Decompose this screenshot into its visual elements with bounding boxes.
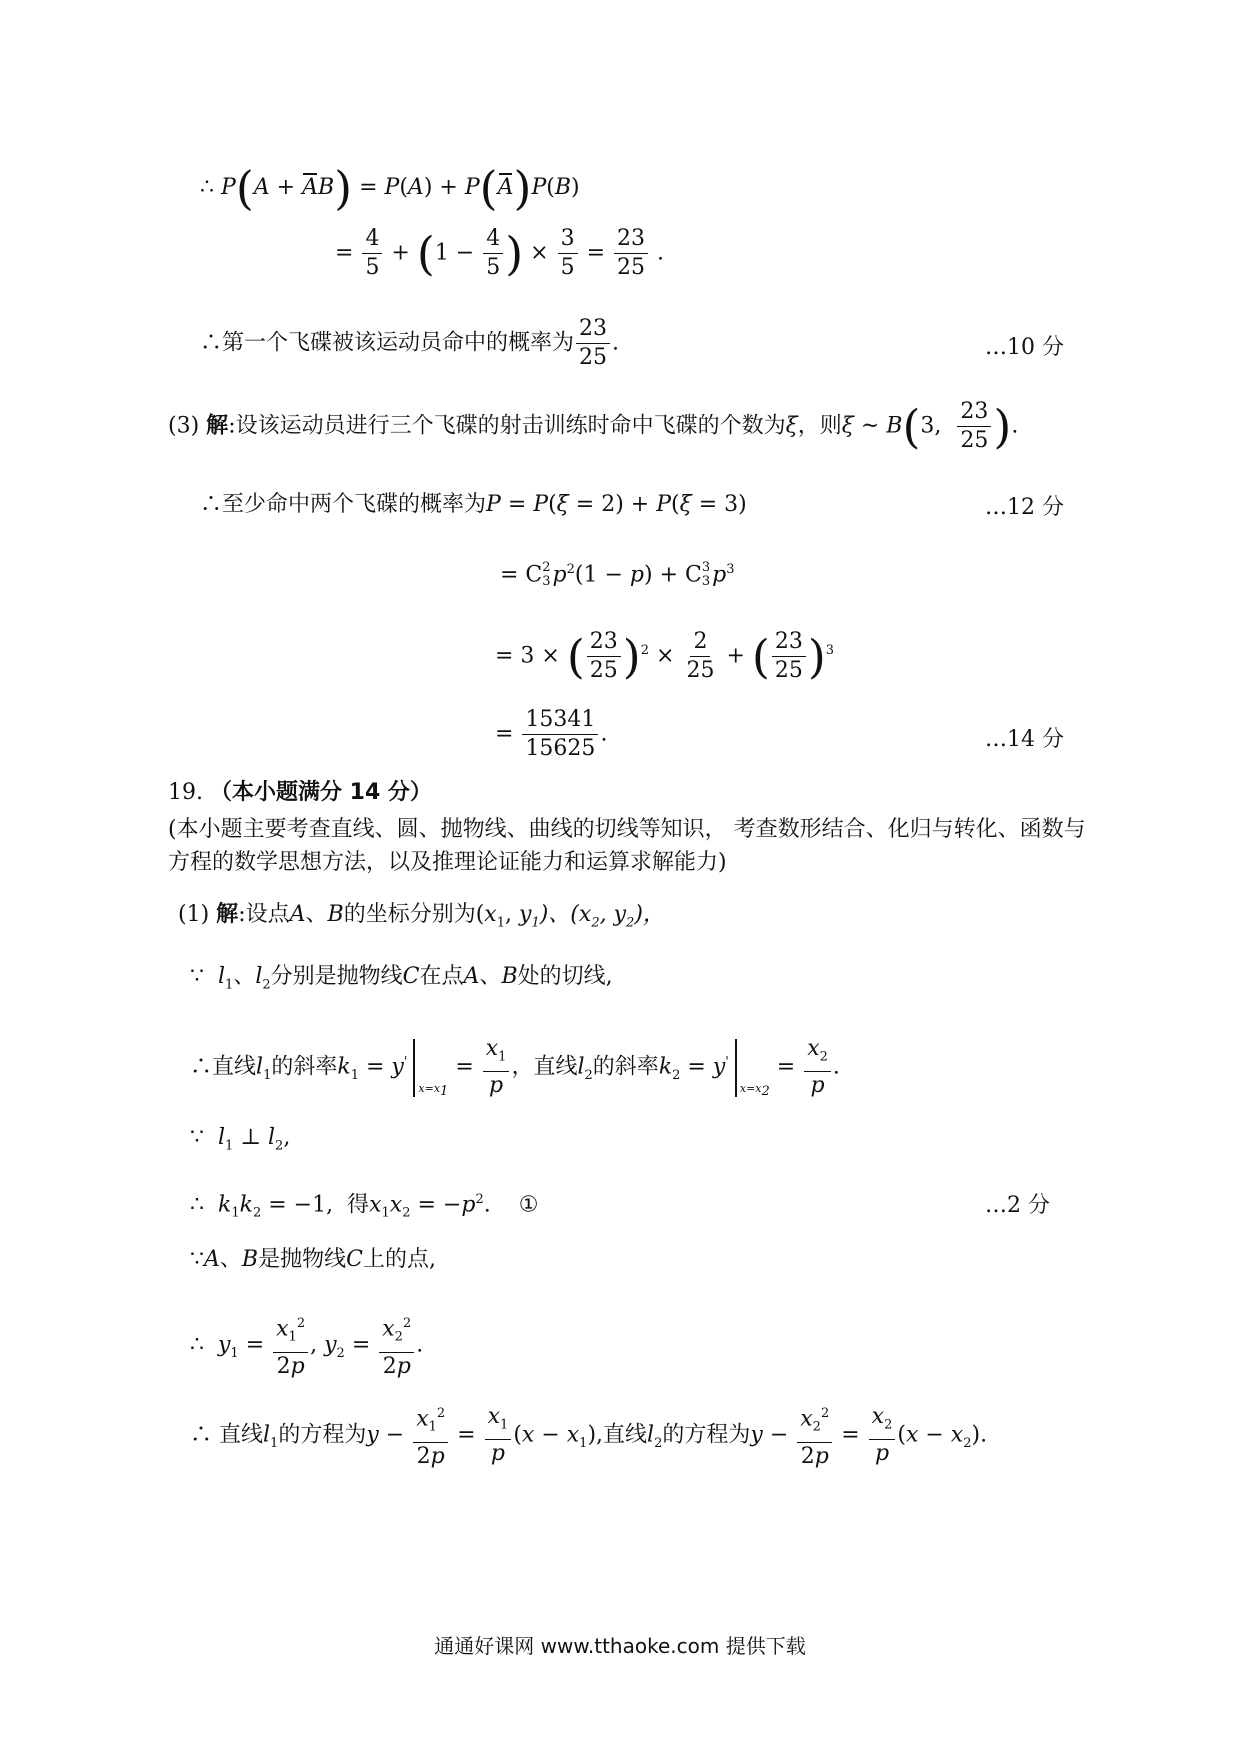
- formula-line-6: = C 2 3 $p^2(1 - p) + C$ 3 3 $p^3$: [500, 560, 735, 590]
- question-19-desc-2: 方程的数学思想方法，以及推理论证能力和运算求解能力): [168, 850, 727, 875]
- conclusion-line: ∴第一个飞碟被该运动员命中的概率为 $\frac{23}{25}$ .: [200, 316, 620, 370]
- formula-line-1: ∴ P(A + AB) = P(A) + P(A)P(B): [200, 161, 580, 215]
- score-mark: …10 分: [985, 335, 1064, 360]
- question-19-desc-1: (本小题主要考查直线、圆、抛物线、曲线的切线等知识， 考查数形结合、化归与转化、函数与: [168, 817, 1086, 842]
- page-footer: 通通好课网 www.tthaoke.com 提供下载: [434, 1634, 806, 1658]
- slope-line: ∴直线$l_1$的斜率$k_1 = y'_{x=x_1}$ = $\frac{x_1}{p}$ ，直线$l_2$的斜率$k_2 = y'_{x=x_2}$ = $\frac{x_2}{p}$ .: [190, 1036, 840, 1099]
- score-mark: …14 分: [985, 727, 1064, 752]
- part-3-statement: (3) 解:设该运动员进行三个飞碟的射击训练时命中飞碟的个数为ξ，则ξ ~ B(3, $\frac{23}{25}$ ).: [168, 399, 1019, 454]
- points-line: ∵A、B是抛物线C上的点,: [190, 1247, 436, 1272]
- formula-line-8: = $\frac{15341}{15625}$ .: [495, 707, 608, 761]
- question-19-title: 19. （本小题满分 14 分）: [168, 780, 432, 805]
- probability-line: ∴至少命中两个飞碟的概率为P = P(ξ = 2) + P(ξ = 3): [200, 492, 747, 517]
- perpendicular-line: ∵ $l_1$ ⊥ $l_2$,: [190, 1125, 291, 1154]
- tangent-line-statement: ∵ $l_1$、$l_2$分别是抛物线C在点A、B处的切线,: [190, 964, 613, 993]
- score-mark: …12 分: [985, 495, 1064, 520]
- formula-line-2: = $\frac{4}{5}$ + (1 − $\frac{4}{5}$ ) × $\frac{3}{5}$ = $\frac{23}{25}$ .: [335, 226, 665, 281]
- line-equations: ∴ 直线$l_1$的方程为y − $\frac{x_1^2}{2p}$ = $\frac{x_1}{p}$ $(x - x_1)$,直线$l_2$的方程为y − $\frac{x_2^2}{2p}$ = $\frac{x_2}{p}$ $(x - x_2)$.: [190, 1400, 987, 1471]
- formula-line-7: = 3 × ( $\frac{23}{25}$ )$^2$ × $\frac{2}{25}$ + ( $\frac{23}{25}$ )$^3$: [495, 629, 835, 684]
- y-values-line: ∴ $y_1$ = $\frac{x_1^2}{2p}$ , $y_2$ = $\frac{x_2^2}{2p}$ .: [190, 1310, 423, 1381]
- part-1-statement: (1) 解:设点A、B的坐标分别为($x_1$, $y_1$)、($x_2$, $y_2$)，: [178, 902, 665, 931]
- product-line: ∴ $k_1k_2 = -1$, 得$x_1x_2 = -p^2$. ①: [190, 1192, 539, 1221]
- score-mark: …2 分: [985, 1193, 1050, 1218]
